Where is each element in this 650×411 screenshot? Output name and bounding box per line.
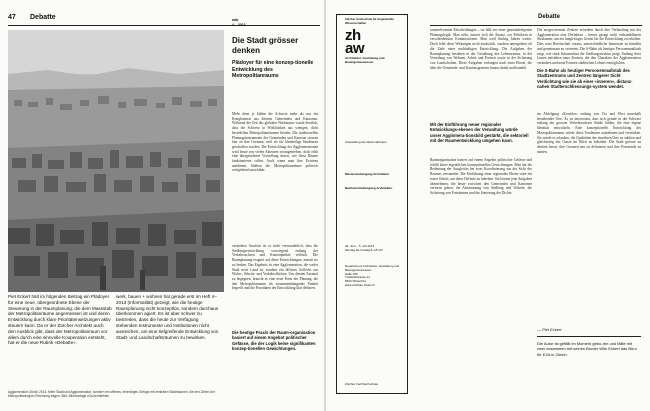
body-column-3: raumrelevanten Entscheidungen – sie fällt vor einer gemeindeeigenen Planungslogik. Man sieht, äussert sich der Ansatz, vor Politikern in verschiedensten Kommissionen. Man wird fünfzig Jahren weiter. Doch fehlt diese Wirkungen nicht zusätzlich, sondern untergraben oft die Ziele einer nachhaltigen Entwicklung. Die Aufgaben der Raumplanung bestehen in der Gestaltung des Lebensraums, in der Verteilung von Wohnen, Arbeit und Freizeit sowie in der Sicherung von Landschaften. Diese Aufgaben verlangen nach einer Ebene, die über die Gemeinde- und Kantonsgrenzen hinaus denkt und handelt. [430,28,532,70]
body-column-5: Die ausgewiesenen Zentren erfordern durch ihre Verbindung mit der Agglomeration eine Definition – besser gesagt nicht verhandelbaren Strukturen, um ein langfristiges Gerüst für die Entwicklung zu erhalten. Dies setzt Bereitschaft voraus, unterschiedliche Interessen zu bündeln und gemeinsam zu vertreten. Die S-Bahn als heutiger Personenmaßstab zeigt, wie stark Infrastruktur die Siedlungsstruktur prägt. Entlang ihrer Linien entstehen neue Zentren, die den Charakter der Agglomeration verändern und neue Formen städtischen Lebens ermöglichen. [537,28,641,65]
body-column-2: verändern. Insofern ist es nicht verwunderlich, dass die Siedlungsentwicklung vorwiegend entlang der Verkehrsachsen und Knotenpunkte verläuft. Die Raumplanung reagiert auf diese Entwicklungen, anstatt sie zu lenken. Das Ergebnis ist eine Agglomeration, die weder Stadt noch Land ist, sondern ein diffuses Geflecht aus Wohn-, Arbeits- und Verkehrsflächen. Um diesem Zustand zu begegnen, braucht es eine neue Form der Planung, die den Metropolitanraum als zusammenhängende Einheit begreift und die Prioritäten der Entwicklung klar definiert. [232,244,318,291]
header-rule-right [430,25,642,26]
article-deck: Plädoyer für eine konzep-tionelle Entwicklung des Metropolitanraums [232,60,314,80]
poster-footer: Zürcher Fachhochschule [345,382,379,386]
pull-quote-2: Mit der Einführung neuer regionaler Entwicklungs-ebenen der Verwaltung würde unser Agglomera-tionsbild gestärkt, die sektoriell mit der Raumentwicklung umgehen kann. [430,122,529,143]
pull-quote-1: Die heutige Praxis der Raum-organisation basiert auf einem Angebot politischer Gefässe, die der Logik keine signifikanten konzep-tionellen Gewichtungen. [232,330,316,351]
article-signoff: — Piet Eckert [537,327,562,332]
body-column-4: Raumorganisation basiert auf einem Angebot politischer Gefässe und erfüllt keine eigentlichen konzeptionellen Gewichtungen. Man hat die Bedeutung der Ausgleichs bei zwei Koordinierung aus der Sicht des Raumes verstanden. Die Einführung einer regionalen Ebene wäre ein erster Schritt, um diese Defizite zu beheben. Sie könnte jene Aufgaben übernehmen, die heute zwischen den Gemeinden und Kantonen verloren gehen: die Abstimmung von Siedlung und Verkehr, die Sicherung von Freiräumen und die Steuerung der Dichte. [430,158,532,195]
section-title-left: Debatte [30,14,56,21]
body-column-6: im Abfolgung «Korridor» entlang von Ost und West innerhalb bestehender Orte. Es ist interessant, dass sich gerade in der Schweiz entlang der grossen Verkehrsachsen Städte bilden, die eine eigene Identität entwickeln. Eine konzeptionelle Entwicklung des Metropolitanraums würde diese Tendenzen aufnehmen und verstärken. Sie würde es erlauben, die Qualitäten der einzelnen Orte zu stärken und gleichzeitig das Ganze im Blick zu behalten. Die Stadt grösser zu denken heisst, ihre Grenzen neu zu definieren und ihre Potenziale zu nutzen. [537,112,641,154]
poster-venue: Departement Architektur, Gestaltung und Bauingenieurwesen Halle 180 Tössfeldstrasse 11 8400 Winterthur www.archbau.zhaw.ch [345,264,400,287]
poster-subtitle: Architektur, Gestaltung und Bauingenieurwesen [345,56,385,64]
article-headline: Die Stadt grösser denken [232,36,299,55]
page-gutter [324,0,326,411]
city-aerial-photo [8,30,224,292]
logo-line-2: aw [345,40,365,57]
exhibition-poster [336,14,408,394]
poster-program-1: Masterstudiengang Architektur [345,172,390,176]
issue-label: mbr 4 – 2013 [232,18,246,27]
poster-dates: 24. Juni – 5. Juli 2013 Montag bis Freitag 8–18 Uhr [345,244,384,252]
poster-program-2: Bachelorstudiengang Architektur [345,186,393,190]
photo-caption-left: Piet Eckert hält im folgenden Beitrag ein Plädoyer für eine neue, übergeordnete Ebene der Steuerung in der Raumplanung, die dem Massstab der Metropolitanräume angemessen ist und deren Entwicklung durch klare Prioritätensetzungen aktiv steuern kann. Da er der Zürcher Architekt auch den Ausblick gibt, dass der Metropolitanraum vor allem durch eine sinnvolle Kooperation entsteht, hat er die neue Rubrik «Debatte». [8,294,112,346]
poster-exhibition-label: Ausstellung der Diplomarbeiten [345,140,387,144]
header-rule-left [8,25,320,26]
body-column-1: Mehr denn je bilden die Schweiz mehr als nur ein Konglomerat aus kleinen Gemeinden und Kantonen. Während der Zeit des globalen Wachstums wurde deutlich, dass die Schweiz in Wirklichkeit aus wenigen, dicht besiedelten Metropolitanräumen besteht. Die traditionellen Planungsinstrumente der Gemeinden und Kantone stossen hier an ihre Grenzen, weil sie für kleinteilige Strukturen geschaffen wurden. Die Entwicklung der Agglomerationen wird heute von vielen Akteuren vorangetrieben, doch fehlt eine übergeordnete Vorstellung davon, wie diese Räume funktionieren sollen. Auch wenn man ihre Existenz anerkennt, bleiben die Metropolitanräume politisch weitgehend unsichtbar. [232,112,318,173]
zhaw-logo [345,29,364,55]
city-aerial-illustration [8,30,224,292]
photo-credit: Agglomeration Zürich 2013: Mehr Stadt und Agglomeration, sondern ein offenes, lebendiges Gefüge mit zentralen Stadträumen, die den Zielen der Metropolitanregion Rechnung tragen. Bild: Bildmontage e2a Architekten [8,390,215,398]
author-byline: Die Autor ist gefällt im Moment gebo-ren und fällte mit zwei zusammen mit seinen Bruder Wim Eckert das Büro für E2A in Zürich. [537,336,641,357]
poster-header: Zürcher Hochschule für Angewandte Wissenschaften [345,17,394,25]
photo-caption-middle: werk, bauen + wohnen hat gerade erst im Heft 4–2013 (Informalität) gezeigt, wie die heutige Raumplanung nicht konzeptlos, sondern durchaus überkommen agiert. Es ist aber schwer zu bestreiten, dass die heute zur Verfügung stehenden Instrumente und Institutionen nicht ausreichen, um eine tiefgreifende Entwicklung von Stadt- und Landschaftsräumen zu bewirken. [116,294,219,340]
section-title-right: Debatte [538,14,561,20]
logo-line-1: zh [345,27,361,44]
page-number: 47 [8,14,16,21]
pull-quote-3: Die S-Bahn als heutiger Personenmaßstab des Stadtzentrums und Zentren längerer Sicht Verdichtung wie sie ab einer «inneren», distanz-nahen Stadterschliessungs-system wendet. [537,68,633,89]
